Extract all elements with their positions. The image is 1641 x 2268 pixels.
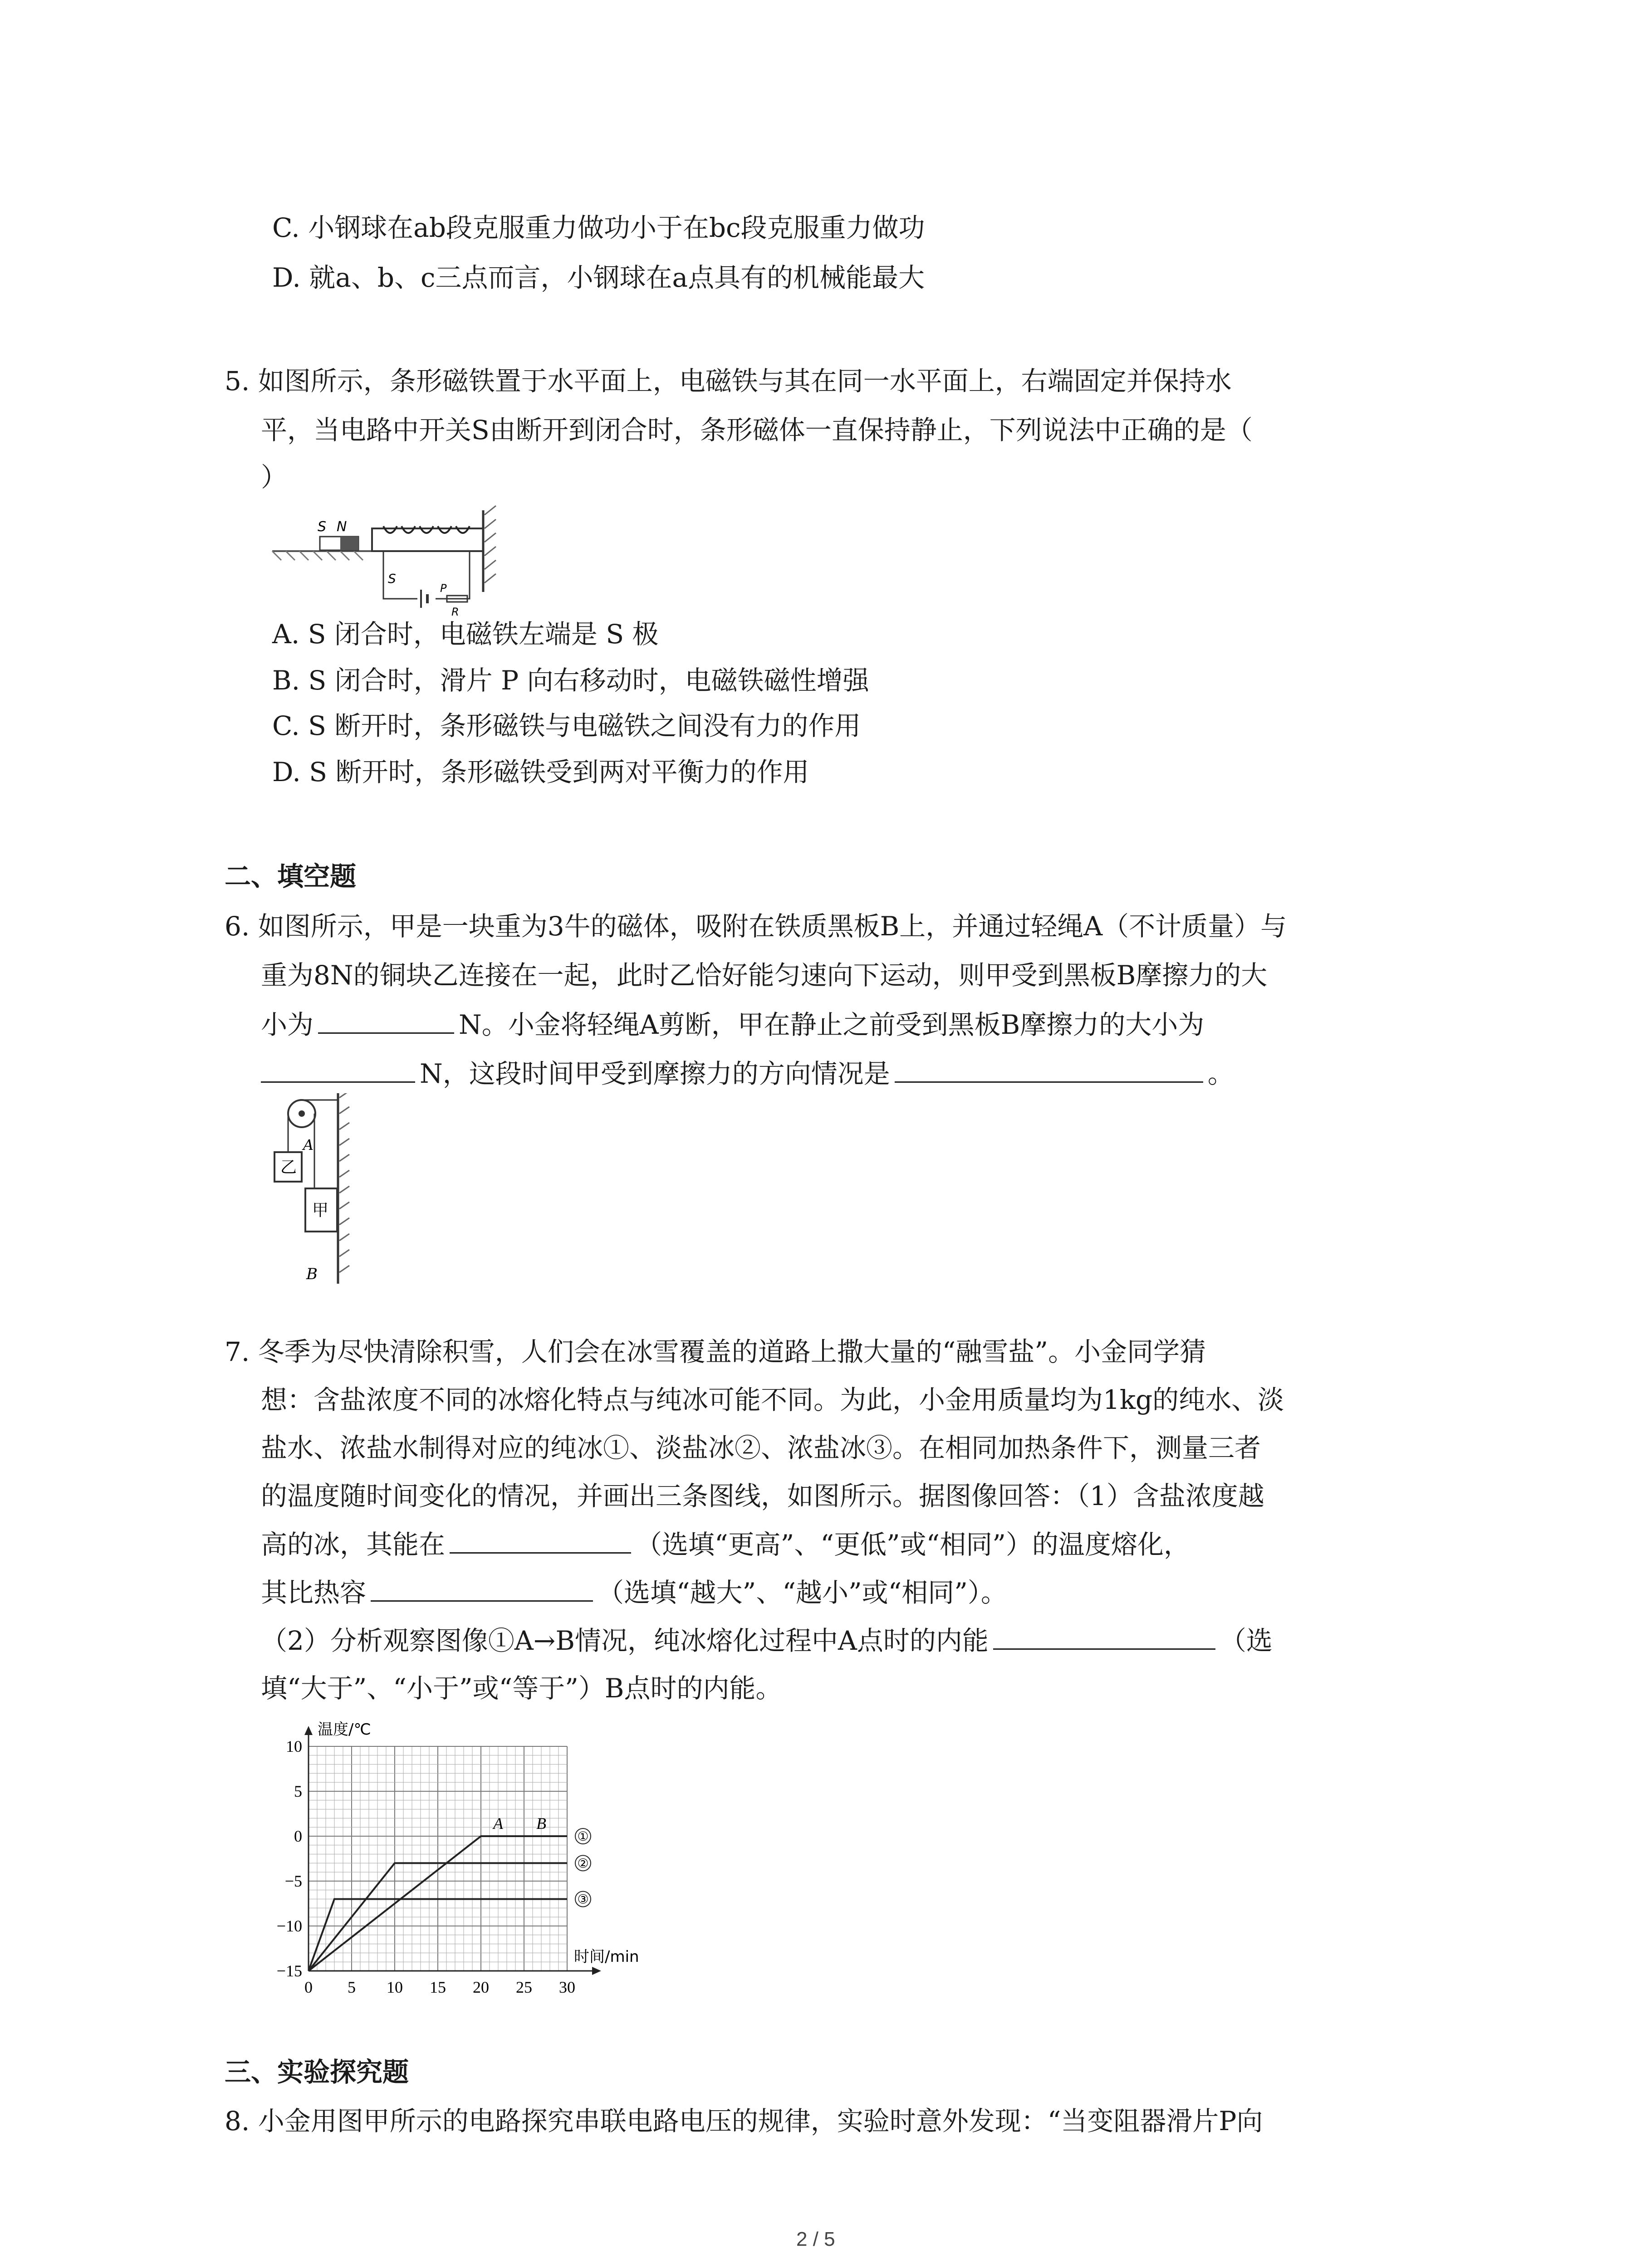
q6-answer-blank-2[interactable]	[261, 1055, 415, 1083]
q5-option-c: C. S 断开时，条形磁铁与电磁铁之间没有力的作用	[272, 710, 861, 741]
point-label-a: A	[493, 1814, 503, 1833]
y-axis-title: 温度/℃	[318, 1721, 371, 1739]
magnet-n-label: N	[337, 519, 347, 535]
q7-line-4: 的温度随时间变化的情况，并画出三条图线，如图所示。据图像回答：（1）含盐浓度越	[261, 1481, 1264, 1511]
chart-labels	[318, 1721, 639, 1966]
y-tick-label: −5	[284, 1872, 302, 1890]
q7-answer-blank-2[interactable]	[371, 1574, 593, 1602]
y-axis-arrow	[304, 1726, 313, 1735]
q7-line-6-lead: 其比热容	[261, 1577, 367, 1608]
section-title-experiment: 三、实验探究题	[225, 2057, 409, 2087]
block-jia-label: 甲	[312, 1201, 329, 1220]
x-tick-label: 0	[304, 1978, 313, 1996]
q7-line-7-tail: （选	[1220, 1625, 1273, 1656]
q7-line-7	[261, 1622, 1273, 1659]
q8-line-1: 8. 小金用图甲所示的电路探究串联电路电压的规律，实验时意外发现：“当变阻器滑片P向	[225, 2106, 1263, 2136]
y-tick-label: −10	[276, 1917, 302, 1935]
q6-line-3	[261, 1006, 1204, 1043]
y-tick-label: −15	[276, 1962, 302, 1980]
q7-line-5	[261, 1526, 1190, 1563]
rope-a-label: A	[303, 1136, 314, 1154]
q6-line-3-lead: 小为	[261, 1009, 314, 1040]
q6-line-4-tail: 。	[1207, 1058, 1234, 1089]
melting-chart	[259, 1719, 667, 2009]
board-b-label: B	[306, 1265, 318, 1283]
q7-answer-blank-1[interactable]	[450, 1526, 631, 1554]
q7-line-2: 想：含盐浓度不同的冰熔化特点与纯冰可能不同。为此，小金用质量均为1kg的纯水、淡	[261, 1384, 1284, 1415]
chart-grid	[309, 1746, 567, 1971]
electromagnet-figure	[268, 501, 504, 619]
magnet-board-figure	[263, 1093, 358, 1284]
q6-line-2: 重为8N的铜块乙连接在一起，此时乙恰好能匀速向下运动，则甲受到黑板B摩擦力的大	[261, 960, 1268, 991]
slider-p-label: P	[440, 582, 447, 595]
q5-stem-line-2: 平，当电路中开关S由断开到闭合时，条形磁体一直保持静止，下列说法中正确的是（	[261, 415, 1253, 445]
x-axis-title: 时间/min	[574, 1948, 639, 1966]
y-tick-label: 10	[286, 1737, 302, 1755]
q6-line-4	[261, 1055, 1234, 1092]
q7-line-7-lead: （2）分析观察图像①A→B情况，纯冰熔化过程中A点时的内能	[261, 1625, 989, 1656]
y-tick-label: 5	[294, 1782, 302, 1800]
q4-option-c: C. 小钢球在ab段克服重力做功小于在bc段克服重力做功	[272, 212, 925, 243]
q6-answer-blank-1[interactable]	[318, 1006, 454, 1034]
series-label-3: ③	[577, 1892, 589, 1907]
q6-answer-blank-3[interactable]	[895, 1055, 1203, 1083]
q7-line-5-lead: 高的冰，其能在	[261, 1529, 446, 1560]
q5-stem-line-3: ）	[261, 462, 288, 493]
x-axis-arrow	[592, 1967, 601, 1975]
rheostat-r-label: R	[451, 606, 459, 618]
q4-option-d: D. 就a、b、c三点而言，小钢球在a点具有的机械能最大	[272, 262, 925, 293]
q5-option-d: D. S 断开时，条形磁铁受到两对平衡力的作用	[272, 757, 809, 787]
q6-line-3-tail: N。小金将轻绳A剪断，甲在静止之前受到黑板B摩擦力的大小为	[459, 1009, 1205, 1040]
bar-magnet-n-half	[340, 537, 358, 550]
q5-stem-line-1: 5. 如图所示，条形磁铁置于水平面上，电磁铁与其在同一水平面上，右端固定并保持水	[225, 366, 1232, 396]
q7-answer-blank-3[interactable]	[993, 1622, 1215, 1650]
q5-option-a: A. S 闭合时，电磁铁左端是 S 极	[272, 619, 659, 650]
q7-line-1: 7. 冬季为尽快清除积雪，人们会在冰雪覆盖的道路上撒大量的“融雪盐”。小金同学猜	[225, 1336, 1206, 1367]
x-tick-label: 5	[348, 1978, 356, 1996]
section-title-fill-blank: 二、填空题	[225, 861, 357, 892]
page-number: 2 / 5	[796, 2228, 835, 2250]
q7-line-8: 填“大于”、“小于”或“等于”）B点时的内能。	[261, 1673, 782, 1704]
x-tick-label: 10	[387, 1978, 403, 1996]
q7-line-6	[261, 1574, 1007, 1611]
x-tick-label: 20	[473, 1978, 489, 1996]
coil	[383, 526, 470, 533]
q7-line-5-tail: （选填“更高”、“更低”或“相同”）的温度熔化，	[636, 1529, 1190, 1560]
series-label-2: ②	[577, 1856, 589, 1871]
q5-option-b: B. S 闭合时，滑片 P 向右移动时，电磁铁磁性增强	[272, 665, 869, 696]
q6-line-4-lead: N，这段时间甲受到摩擦力的方向情况是	[420, 1058, 890, 1089]
y-tick-label: 0	[294, 1827, 302, 1845]
chart-axes	[304, 1726, 601, 1975]
point-label-b: B	[536, 1814, 546, 1833]
chart-ticks	[277, 1737, 575, 1996]
x-tick-label: 25	[516, 1978, 532, 1996]
x-tick-label: 15	[430, 1978, 446, 1996]
x-tick-label: 30	[559, 1978, 575, 1996]
magnet-s-label: S	[318, 519, 327, 535]
block-yi-label: 乙	[280, 1158, 297, 1177]
q7-line-3: 盐水、浓盐水制得对应的纯冰①、淡盐冰②、浓盐冰③。在相同加热条件下，测量三者	[261, 1432, 1261, 1463]
series-label-1: ①	[577, 1829, 589, 1844]
q6-line-1: 6. 如图所示，甲是一块重为3牛的磁体，吸附在铁质黑板B上，并通过轻绳A（不计质量）与	[225, 911, 1287, 942]
switch-s-label: S	[388, 571, 396, 586]
q7-line-6-tail: （选填“越大”、“越小”或“相同”）。	[598, 1577, 1007, 1608]
